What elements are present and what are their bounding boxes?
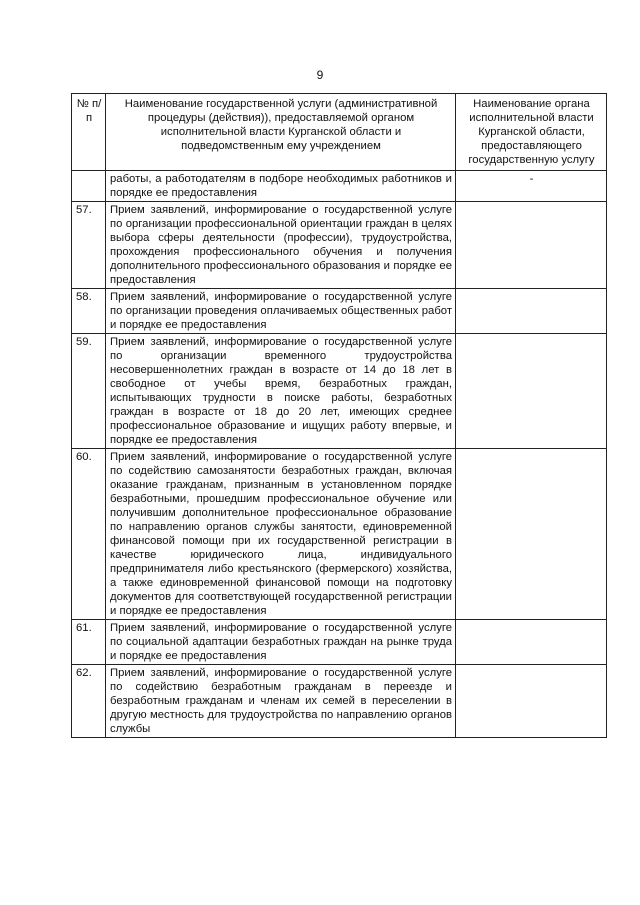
service-name: Прием заявлений, информирование о государственной услуге по содействию безработным гражданам в переезде и безработным гражданам и членам их семей в переселении в другую местность для трудоустройства по направлению органов службы bbox=[106, 665, 456, 738]
table-row bbox=[72, 665, 607, 738]
row-number: 60. bbox=[72, 449, 106, 620]
header-authority-name: Наименование органа исполнительной власти Курганской области, предоставляющего государственную услугу bbox=[456, 94, 607, 171]
table-row bbox=[72, 449, 607, 620]
row-number: 62. bbox=[72, 665, 106, 738]
authority-name: - bbox=[456, 171, 607, 202]
row-number bbox=[72, 171, 106, 202]
header-service-name: Наименование государственной услуги (административной процедуры (действия)), предоставляемой органом исполнительной власти Курганской области и подведомственным ему учреждением bbox=[106, 94, 456, 171]
service-name: Прием заявлений, информирование о государственной услуге по содействию самозанятости безработных граждан, включая оказание гражданам, признанным в установленном порядке безработными, прошедшим профессиональное обучение или получившим дополнительное профессиональное образование по направлению органов службы занятости, единовременной финансовой помощи при их государственной регистрации в качестве юридического лица, индивидуального предпринимателя либо крестьянского (фермерского) хозяйства, а также единовременной финансовой помощи на подготовку документов для соответствующей государственной регистрации и порядке ее предоставления bbox=[106, 449, 456, 620]
table-row bbox=[72, 620, 607, 665]
table-row bbox=[72, 202, 607, 289]
page-number: 9 bbox=[316, 68, 324, 82]
authority-name bbox=[456, 334, 607, 449]
services-table bbox=[71, 93, 607, 738]
authority-name bbox=[456, 289, 607, 334]
header-number: № п/п bbox=[72, 94, 106, 171]
authority-name bbox=[456, 665, 607, 738]
table-header-row bbox=[72, 94, 607, 171]
authority-name bbox=[456, 449, 607, 620]
row-number: 57. bbox=[72, 202, 106, 289]
service-name: Прием заявлений, информирование о государственной услуге по организации профессиональной ориентации граждан в целях выбора сферы деятельности (профессии), трудоустройства, прохождения профессионального обучения и получения дополнительного профессионального образования и порядке ее предоставления bbox=[106, 202, 456, 289]
table-row bbox=[72, 171, 607, 202]
service-name: Прием заявлений, информирование о государственной услуге по социальной адаптации безработных граждан на рынке труда и порядке ее предоставления bbox=[106, 620, 456, 665]
authority-name bbox=[456, 620, 607, 665]
row-number: 61. bbox=[72, 620, 106, 665]
service-name: работы, а работодателям в подборе необходимых работников и порядке ее предоставления bbox=[106, 171, 456, 202]
row-number: 58. bbox=[72, 289, 106, 334]
row-number: 59. bbox=[72, 334, 106, 449]
table-row bbox=[72, 289, 607, 334]
table-row bbox=[72, 334, 607, 449]
service-name: Прием заявлений, информирование о государственной услуге по организации временного трудоустройства несовершеннолетних граждан в возрасте от 14 до 18 лет в свободное от учебы время, безработных граждан, испытывающих трудности в поиске работы, безработных граждан в возрасте от 18 до 20 лет, имеющих среднее профессиональное образование и ищущих работу впервые, и порядке ее предоставления bbox=[106, 334, 456, 449]
authority-name bbox=[456, 202, 607, 289]
service-name: Прием заявлений, информирование о государственной услуге по организации проведения оплачиваемых общественных работ и порядке ее предоставления bbox=[106, 289, 456, 334]
